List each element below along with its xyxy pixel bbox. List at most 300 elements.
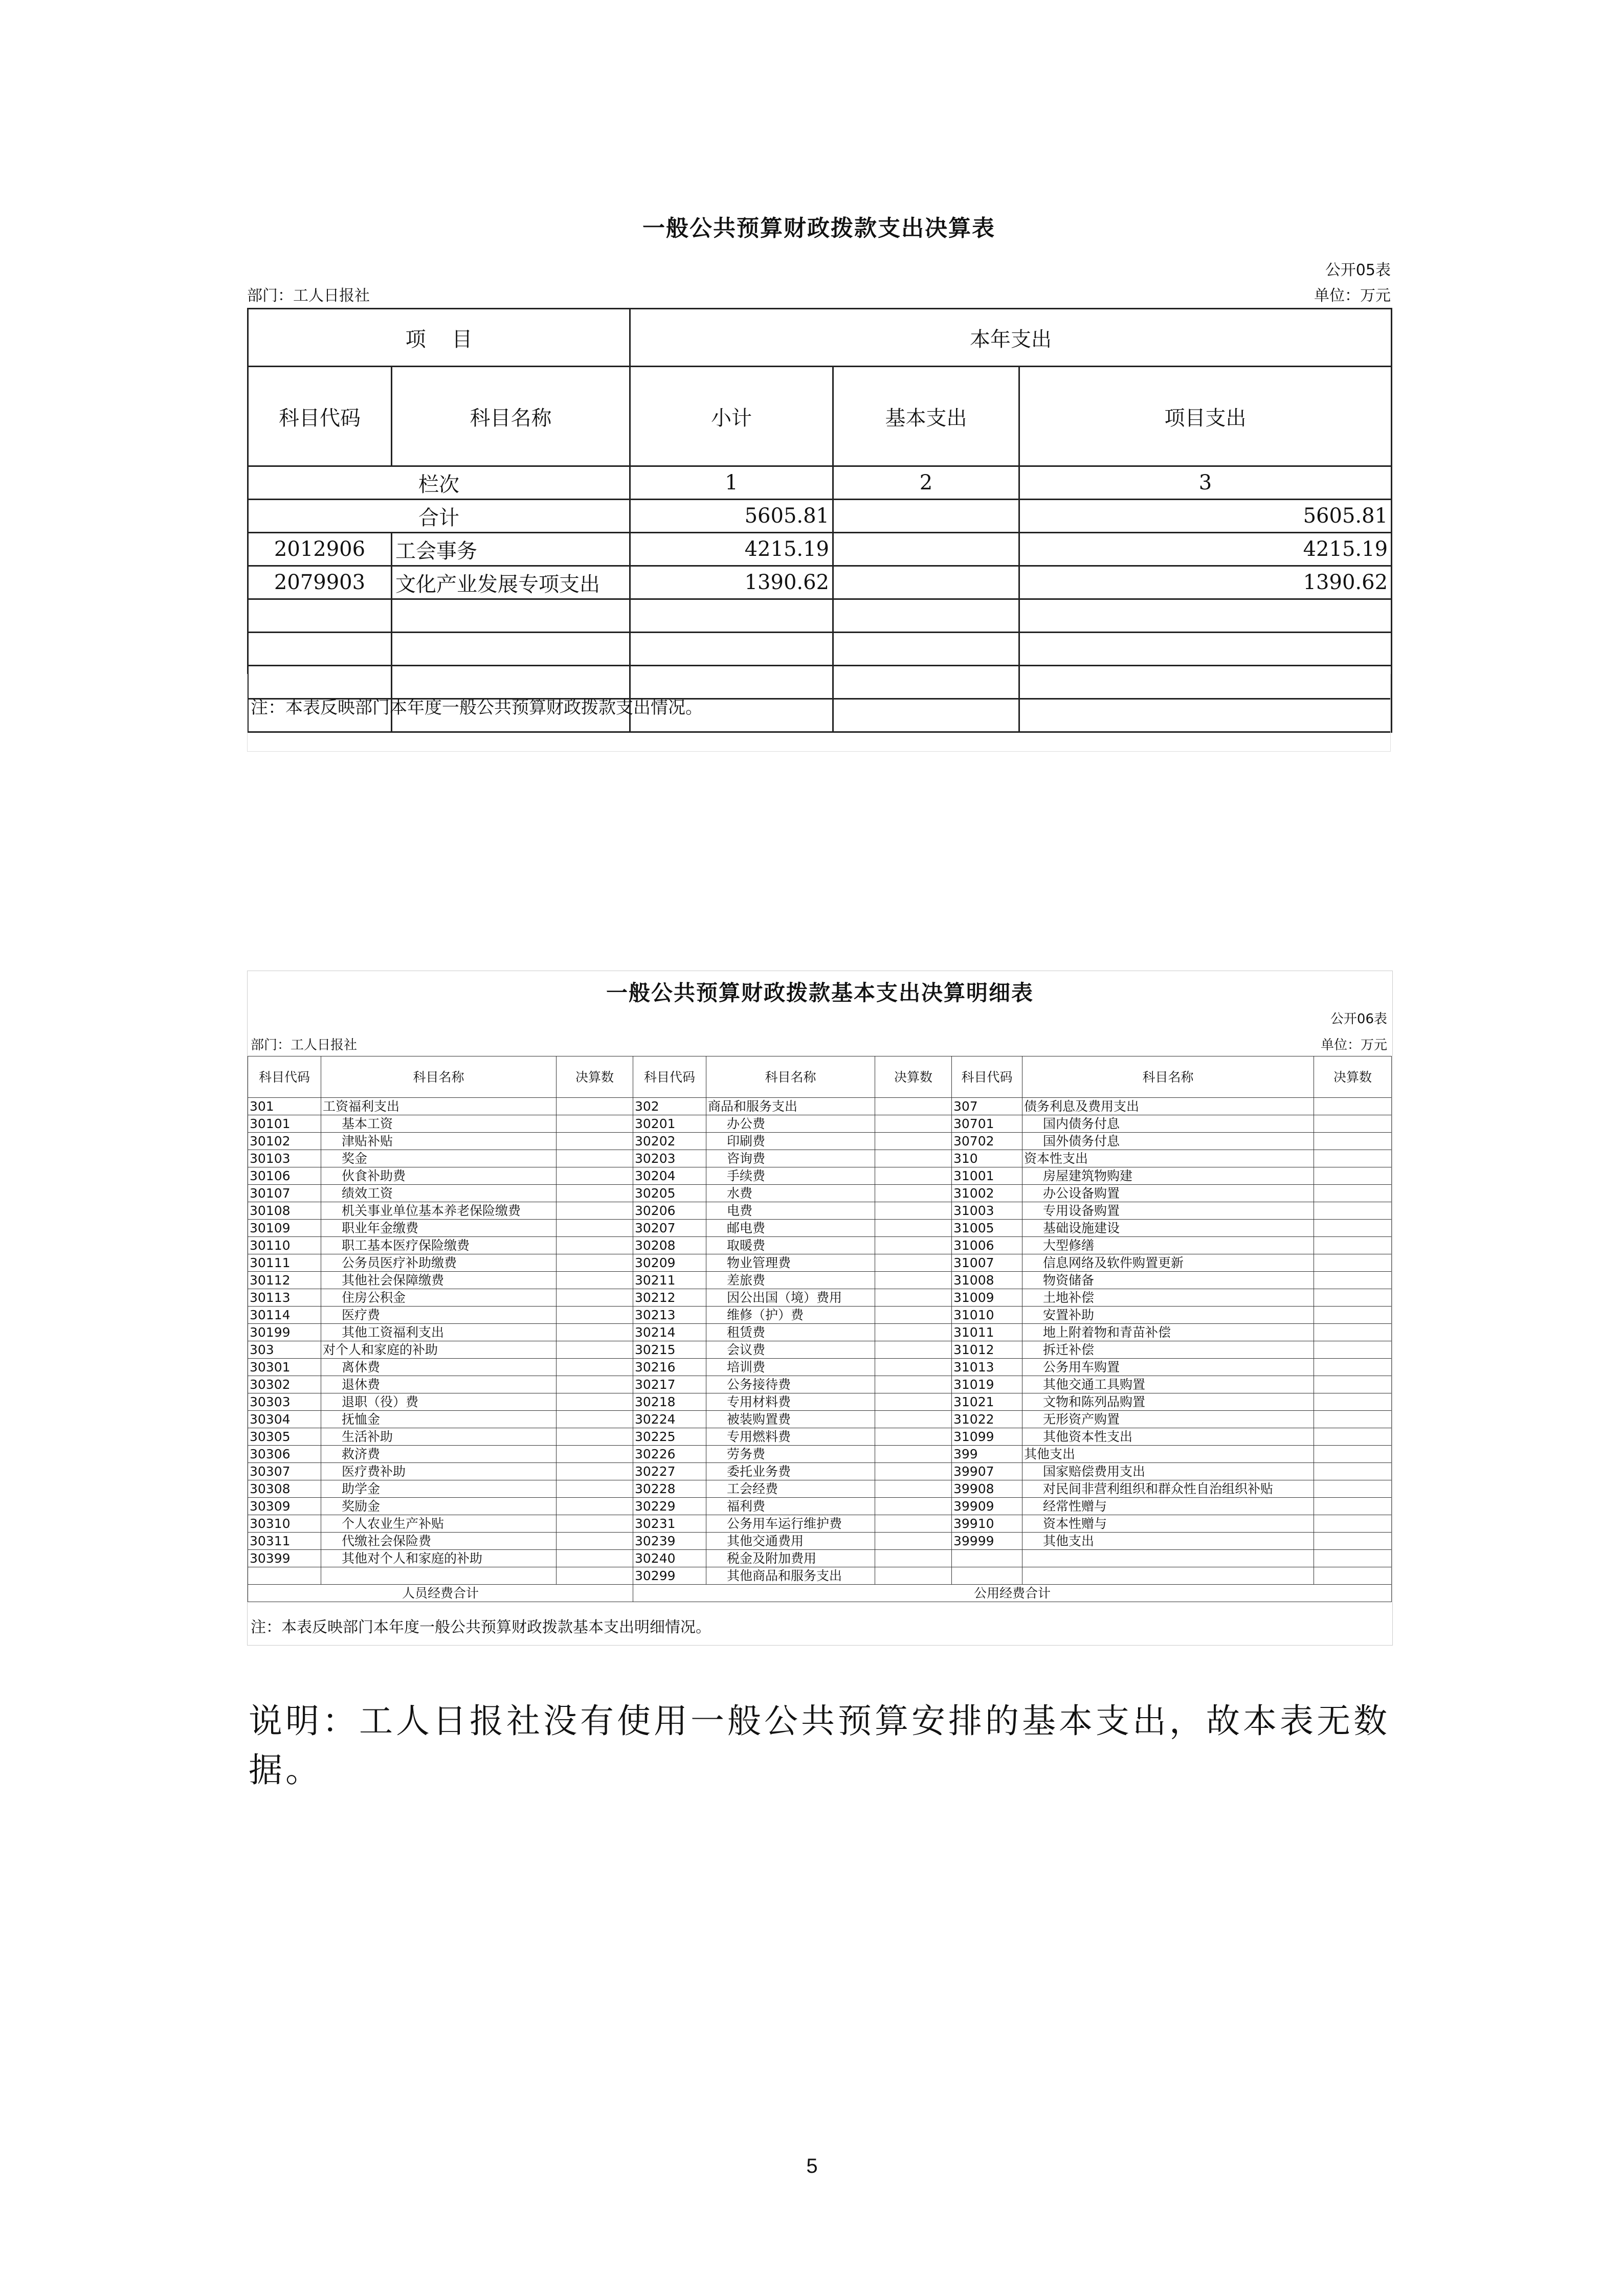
row-code: 39908 — [952, 1480, 1022, 1498]
row-name: 医疗费补助 — [321, 1463, 557, 1480]
column-index-label: 栏次 — [248, 466, 630, 500]
row-name: 资本性支出 — [1022, 1150, 1314, 1167]
row-amount — [875, 1533, 952, 1550]
row-code: 30303 — [248, 1393, 321, 1411]
row-name: 专用燃料费 — [706, 1428, 875, 1446]
row-amount — [1314, 1167, 1392, 1185]
table2-title: 一般公共预算财政拨款基本支出决算明细表 — [606, 980, 1034, 1005]
row-amount — [875, 1446, 952, 1463]
table-row — [248, 1533, 1392, 1550]
row-name: 公务员医疗补助缴费 — [321, 1254, 557, 1272]
row-amount — [875, 1237, 952, 1254]
row-amount — [1314, 1393, 1392, 1411]
column-index-3: 3 — [1019, 466, 1392, 500]
row-amount — [557, 1115, 633, 1133]
row-code: 30107 — [248, 1185, 321, 1202]
row-amount — [875, 1359, 952, 1376]
row-code: 30225 — [633, 1428, 706, 1446]
row-name: 代缴社会保险费 — [321, 1533, 557, 1550]
row-code: 30209 — [633, 1254, 706, 1272]
row-amount — [875, 1341, 952, 1359]
row-name: 公务接待费 — [706, 1376, 875, 1393]
row-code: 30199 — [248, 1324, 321, 1341]
row-code: 30205 — [633, 1185, 706, 1202]
row-code — [248, 1567, 321, 1585]
row-name: 公务用车运行维护费 — [706, 1515, 875, 1533]
row-name: 其他支出 — [1022, 1533, 1314, 1550]
row-name: 退休费 — [321, 1376, 557, 1393]
row-name: 对民间非营利组织和群众性自治组织补贴 — [1022, 1480, 1314, 1498]
row-name: 取暖费 — [706, 1237, 875, 1254]
row-amount — [875, 1167, 952, 1185]
row-name: 福利费 — [706, 1498, 875, 1515]
row-amount — [1314, 1237, 1392, 1254]
row-amount — [1314, 1289, 1392, 1307]
row-name: 税金及附加费用 — [706, 1550, 875, 1567]
total-subtotal: 5605.81 — [630, 500, 833, 533]
row-code: 31099 — [952, 1428, 1022, 1446]
header-name: 科目名称 — [321, 1056, 557, 1098]
row-name: 物业管理费 — [706, 1254, 875, 1272]
row-amount — [1314, 1411, 1392, 1428]
row-code — [952, 1550, 1022, 1567]
row-name: 印刷费 — [706, 1133, 875, 1150]
row-name: 个人农业生产补贴 — [321, 1515, 557, 1533]
table-row — [248, 566, 1392, 599]
row-name: 劳务费 — [706, 1446, 875, 1463]
row-amount — [557, 1533, 633, 1550]
row-name: 工会经费 — [706, 1480, 875, 1498]
table-row — [248, 1567, 1392, 1585]
row-name: 商品和服务支出 — [706, 1098, 875, 1115]
header-name: 科目名称 — [1022, 1056, 1314, 1098]
row-name: 其他资本性支出 — [1022, 1428, 1314, 1446]
row-code: 2012906 — [248, 533, 392, 566]
row-amount — [557, 1185, 633, 1202]
row-code: 30301 — [248, 1359, 321, 1376]
table-row — [248, 1202, 1392, 1220]
row-name: 职工基本医疗保险缴费 — [321, 1237, 557, 1254]
row-name: 其他社会保障缴费 — [321, 1272, 557, 1289]
row-code: 30204 — [633, 1167, 706, 1185]
row-name: 办公费 — [706, 1115, 875, 1133]
row-name: 维修（护）费 — [706, 1307, 875, 1324]
row-name: 经常性赠与 — [1022, 1498, 1314, 1515]
row-code: 31013 — [952, 1359, 1022, 1376]
row-code: 31002 — [952, 1185, 1022, 1202]
row-amount — [1314, 1480, 1392, 1498]
row-name: 伙食补助费 — [321, 1167, 557, 1185]
row-amount — [1314, 1133, 1392, 1150]
row-code: 30102 — [248, 1133, 321, 1150]
row-code: 31008 — [952, 1272, 1022, 1289]
empty-row — [248, 599, 1392, 633]
row-name: 差旅费 — [706, 1272, 875, 1289]
row-amount — [557, 1567, 633, 1585]
row-amount — [557, 1428, 633, 1446]
row-code: 30215 — [633, 1341, 706, 1359]
table-row — [248, 1359, 1392, 1376]
row-amount — [557, 1359, 633, 1376]
row-code: 302 — [633, 1098, 706, 1115]
row-name: 资本性赠与 — [1022, 1515, 1314, 1533]
table-row — [248, 1133, 1392, 1150]
row-basic — [833, 533, 1019, 566]
row-amount — [1314, 1185, 1392, 1202]
row-amount — [1314, 1098, 1392, 1115]
table-row — [248, 533, 1392, 566]
table-row — [248, 1150, 1392, 1167]
table2-department: 部门：工人日报社 — [251, 1038, 358, 1053]
row-amount — [1314, 1272, 1392, 1289]
row-amount — [875, 1376, 952, 1393]
header-code: 科目代码 — [633, 1056, 706, 1098]
row-project: 4215.19 — [1019, 533, 1392, 566]
row-amount — [875, 1428, 952, 1446]
row-code: 30311 — [248, 1533, 321, 1550]
row-code: 30240 — [633, 1550, 706, 1567]
row-amount — [557, 1550, 633, 1567]
row-name: 大型修缮 — [1022, 1237, 1314, 1254]
row-code: 30227 — [633, 1463, 706, 1480]
row-name: 退职（役）费 — [321, 1393, 557, 1411]
row-amount — [557, 1289, 633, 1307]
row-code: 30229 — [633, 1498, 706, 1515]
row-name: 其他交通费用 — [706, 1533, 875, 1550]
row-name: 国内债务付息 — [1022, 1115, 1314, 1133]
table1-note: 注：本表反映部门本年度一般公共预算财政拨款支出情况。 — [247, 674, 1391, 752]
table-row — [248, 1463, 1392, 1480]
total-project: 5605.81 — [1019, 500, 1392, 533]
header-name: 科目名称 — [392, 367, 630, 466]
row-code: 31005 — [952, 1220, 1022, 1237]
row-amount — [1314, 1515, 1392, 1533]
row-name: 其他支出 — [1022, 1446, 1314, 1463]
row-code: 30103 — [248, 1150, 321, 1167]
row-name: 债务利息及费用支出 — [1022, 1098, 1314, 1115]
table-row — [248, 1550, 1392, 1567]
row-name: 办公设备购置 — [1022, 1185, 1314, 1202]
row-code: 31021 — [952, 1393, 1022, 1411]
row-amount — [557, 1446, 633, 1463]
row-name: 职业年金缴费 — [321, 1220, 557, 1237]
row-name: 无形资产购置 — [1022, 1411, 1314, 1428]
row-code: 30106 — [248, 1167, 321, 1185]
row-code: 30203 — [633, 1150, 706, 1167]
row-amount — [1314, 1567, 1392, 1585]
row-name: 文化产业发展专项支出 — [392, 566, 630, 599]
row-code: 30201 — [633, 1115, 706, 1133]
table-row — [248, 1254, 1392, 1272]
table-row — [248, 1237, 1392, 1254]
total-label: 合计 — [248, 500, 630, 533]
table-row — [248, 1272, 1392, 1289]
row-name: 被装购置费 — [706, 1411, 875, 1428]
row-name: 地上附着物和青苗补偿 — [1022, 1324, 1314, 1341]
row-code: 30212 — [633, 1289, 706, 1307]
row-amount — [875, 1202, 952, 1220]
totals-row — [248, 1585, 1392, 1602]
row-basic — [833, 566, 1019, 599]
row-code: 39909 — [952, 1498, 1022, 1515]
row-amount — [557, 1150, 633, 1167]
table-row — [248, 1307, 1392, 1324]
table-row — [248, 1411, 1392, 1428]
row-amount — [1314, 1533, 1392, 1550]
row-amount — [557, 1272, 633, 1289]
row-name: 公务用车购置 — [1022, 1359, 1314, 1376]
expenditure-table — [247, 308, 1392, 733]
header-project: 项目支出 — [1019, 367, 1392, 466]
row-code: 30216 — [633, 1359, 706, 1376]
row-amount — [1314, 1359, 1392, 1376]
row-amount — [557, 1133, 633, 1150]
row-name: 其他对个人和家庭的补助 — [321, 1550, 557, 1567]
statement-text: 说明：工人日报社没有使用一般公共预算安排的基本支出，故本表无数据。 — [249, 1701, 1390, 1790]
row-code: 30112 — [248, 1272, 321, 1289]
row-name: 国家赔偿费用支出 — [1022, 1463, 1314, 1480]
row-amount — [875, 1272, 952, 1289]
row-code: 303 — [248, 1341, 321, 1359]
row-name — [1022, 1567, 1314, 1585]
row-code: 30299 — [633, 1567, 706, 1585]
row-code: 30214 — [633, 1324, 706, 1341]
table-row — [248, 1167, 1392, 1185]
row-name: 电费 — [706, 1202, 875, 1220]
row-amount — [557, 1237, 633, 1254]
table2-unit: 单位：万元 — [1320, 1038, 1387, 1053]
row-amount — [1314, 1324, 1392, 1341]
row-name: 会议费 — [706, 1341, 875, 1359]
row-name — [321, 1567, 557, 1585]
row-amount — [875, 1289, 952, 1307]
row-code: 31003 — [952, 1202, 1022, 1220]
row-code: 30110 — [248, 1237, 321, 1254]
row-name: 信息网络及软件购置更新 — [1022, 1254, 1314, 1272]
row-code: 30218 — [633, 1393, 706, 1411]
row-code: 30308 — [248, 1480, 321, 1498]
row-code: 30302 — [248, 1376, 321, 1393]
row-amount — [875, 1411, 952, 1428]
row-amount — [875, 1185, 952, 1202]
row-amount — [875, 1254, 952, 1272]
row-amount — [1314, 1254, 1392, 1272]
row-subtotal: 1390.62 — [630, 566, 833, 599]
row-amount — [1314, 1550, 1392, 1567]
row-name: 抚恤金 — [321, 1411, 557, 1428]
row-code: 30113 — [248, 1289, 321, 1307]
row-amount — [875, 1150, 952, 1167]
row-name: 因公出国（境）费用 — [706, 1289, 875, 1307]
row-amount — [1314, 1463, 1392, 1480]
row-name: 奖励金 — [321, 1498, 557, 1515]
row-code — [952, 1567, 1022, 1585]
row-code: 30399 — [248, 1550, 321, 1567]
table-row — [248, 1498, 1392, 1515]
row-code: 30213 — [633, 1307, 706, 1324]
table-row — [248, 1185, 1392, 1202]
column-index-1: 1 — [630, 466, 833, 500]
row-name: 文物和陈列品购置 — [1022, 1393, 1314, 1411]
row-code: 30208 — [633, 1237, 706, 1254]
row-code: 30101 — [248, 1115, 321, 1133]
row-code: 30304 — [248, 1411, 321, 1428]
row-name: 专用材料费 — [706, 1393, 875, 1411]
row-amount — [557, 1324, 633, 1341]
row-code: 31009 — [952, 1289, 1022, 1307]
row-code: 30108 — [248, 1202, 321, 1220]
row-name: 工会事务 — [392, 533, 630, 566]
row-code: 30305 — [248, 1428, 321, 1446]
header-current-year: 本年支出 — [630, 309, 1392, 367]
row-amount — [875, 1463, 952, 1480]
row-name: 离休费 — [321, 1359, 557, 1376]
row-project: 1390.62 — [1019, 566, 1392, 599]
row-code: 31019 — [952, 1376, 1022, 1393]
row-name: 助学金 — [321, 1480, 557, 1498]
row-name: 安置补助 — [1022, 1307, 1314, 1324]
detail-table-section — [247, 971, 1393, 1646]
row-name: 土地补偿 — [1022, 1289, 1314, 1307]
row-amount — [1314, 1150, 1392, 1167]
row-amount — [557, 1254, 633, 1272]
table-row — [248, 1515, 1392, 1533]
row-code: 399 — [952, 1446, 1022, 1463]
row-name: 奖金 — [321, 1150, 557, 1167]
row-amount — [1314, 1220, 1392, 1237]
row-name: 邮电费 — [706, 1220, 875, 1237]
row-code: 30231 — [633, 1515, 706, 1533]
row-code: 31011 — [952, 1324, 1022, 1341]
row-code: 31012 — [952, 1341, 1022, 1359]
row-code: 30111 — [248, 1254, 321, 1272]
row-code: 30306 — [248, 1446, 321, 1463]
empty-row — [248, 633, 1392, 666]
row-name: 其他交通工具购置 — [1022, 1376, 1314, 1393]
row-amount — [557, 1098, 633, 1115]
row-amount — [1314, 1341, 1392, 1359]
header-code: 科目代码 — [248, 367, 392, 466]
row-code: 30207 — [633, 1220, 706, 1237]
expenditure-table-section — [247, 210, 1391, 811]
table-row — [248, 1393, 1392, 1411]
header-code: 科目代码 — [952, 1056, 1022, 1098]
row-amount — [557, 1220, 633, 1237]
row-amount — [1314, 1498, 1392, 1515]
row-code: 31006 — [952, 1237, 1022, 1254]
total-basic — [833, 500, 1019, 533]
row-name: 其他工资福利支出 — [321, 1324, 557, 1341]
row-amount — [875, 1307, 952, 1324]
header-item: 项 目 — [248, 309, 630, 367]
table2-note: 注：本表反映部门本年度一般公共预算财政拨款基本支出明细情况。 — [251, 1618, 711, 1636]
row-amount — [557, 1167, 633, 1185]
header-amount: 决算数 — [875, 1056, 952, 1098]
table-row — [248, 1324, 1392, 1341]
table-row — [248, 1376, 1392, 1393]
row-amount — [1314, 1307, 1392, 1324]
row-amount — [875, 1480, 952, 1498]
header-code: 科目代码 — [248, 1056, 321, 1098]
row-name: 住房公积金 — [321, 1289, 557, 1307]
row-name: 救济费 — [321, 1446, 557, 1463]
row-subtotal: 4215.19 — [630, 533, 833, 566]
table2-code: 公开06表 — [1330, 1011, 1387, 1027]
row-code: 30701 — [952, 1115, 1022, 1133]
row-amount — [557, 1411, 633, 1428]
table-row — [248, 1428, 1392, 1446]
row-code: 307 — [952, 1098, 1022, 1115]
row-amount — [557, 1376, 633, 1393]
row-name: 拆迁补偿 — [1022, 1341, 1314, 1359]
row-code: 31022 — [952, 1411, 1022, 1428]
row-name: 手续费 — [706, 1167, 875, 1185]
row-code: 31010 — [952, 1307, 1022, 1324]
row-code: 30114 — [248, 1307, 321, 1324]
row-name: 国外债务付息 — [1022, 1133, 1314, 1150]
row-code: 2079903 — [248, 566, 392, 599]
row-amount — [875, 1498, 952, 1515]
header-amount: 决算数 — [1314, 1056, 1392, 1098]
row-amount — [557, 1498, 633, 1515]
row-code: 30202 — [633, 1133, 706, 1150]
page-number: 5 — [806, 2155, 818, 2177]
row-code: 39907 — [952, 1463, 1022, 1480]
row-amount — [1314, 1202, 1392, 1220]
row-code: 30217 — [633, 1376, 706, 1393]
row-amount — [557, 1393, 633, 1411]
row-amount — [557, 1202, 633, 1220]
row-name: 专用设备购置 — [1022, 1202, 1314, 1220]
table1-unit: 单位：万元 — [1314, 287, 1391, 305]
row-name: 租赁费 — [706, 1324, 875, 1341]
row-name: 工资福利支出 — [321, 1098, 557, 1115]
header-name: 科目名称 — [706, 1056, 875, 1098]
row-name: 其他商品和服务支出 — [706, 1567, 875, 1585]
table-row — [248, 1098, 1392, 1115]
row-amount — [875, 1515, 952, 1533]
row-code: 31007 — [952, 1254, 1022, 1272]
row-name: 津贴补贴 — [321, 1133, 557, 1150]
row-amount — [875, 1393, 952, 1411]
row-code: 30310 — [248, 1515, 321, 1533]
row-amount — [875, 1567, 952, 1585]
row-code: 30226 — [633, 1446, 706, 1463]
row-code: 310 — [952, 1150, 1022, 1167]
row-code: 31001 — [952, 1167, 1022, 1185]
row-code: 39910 — [952, 1515, 1022, 1533]
row-name: 对个人和家庭的补助 — [321, 1341, 557, 1359]
row-name: 生活补助 — [321, 1428, 557, 1446]
detail-table — [248, 1056, 1392, 1602]
row-amount — [557, 1307, 633, 1324]
public-total-label: 公用经费合计 — [633, 1585, 1392, 1602]
row-name: 培训费 — [706, 1359, 875, 1376]
row-amount — [875, 1550, 952, 1567]
table1-title: 一般公共预算财政拨款支出决算表 — [642, 215, 995, 241]
row-code: 30702 — [952, 1133, 1022, 1150]
row-name: 绩效工资 — [321, 1185, 557, 1202]
table-row — [248, 1480, 1392, 1498]
row-code: 30307 — [248, 1463, 321, 1480]
row-amount — [875, 1324, 952, 1341]
table1-code: 公开05表 — [1325, 261, 1391, 279]
row-name: 机关事业单位基本养老保险缴费 — [321, 1202, 557, 1220]
row-code: 301 — [248, 1098, 321, 1115]
table1-department: 部门：工人日报社 — [247, 287, 370, 305]
table-row — [248, 1115, 1392, 1133]
table-row — [248, 1289, 1392, 1307]
